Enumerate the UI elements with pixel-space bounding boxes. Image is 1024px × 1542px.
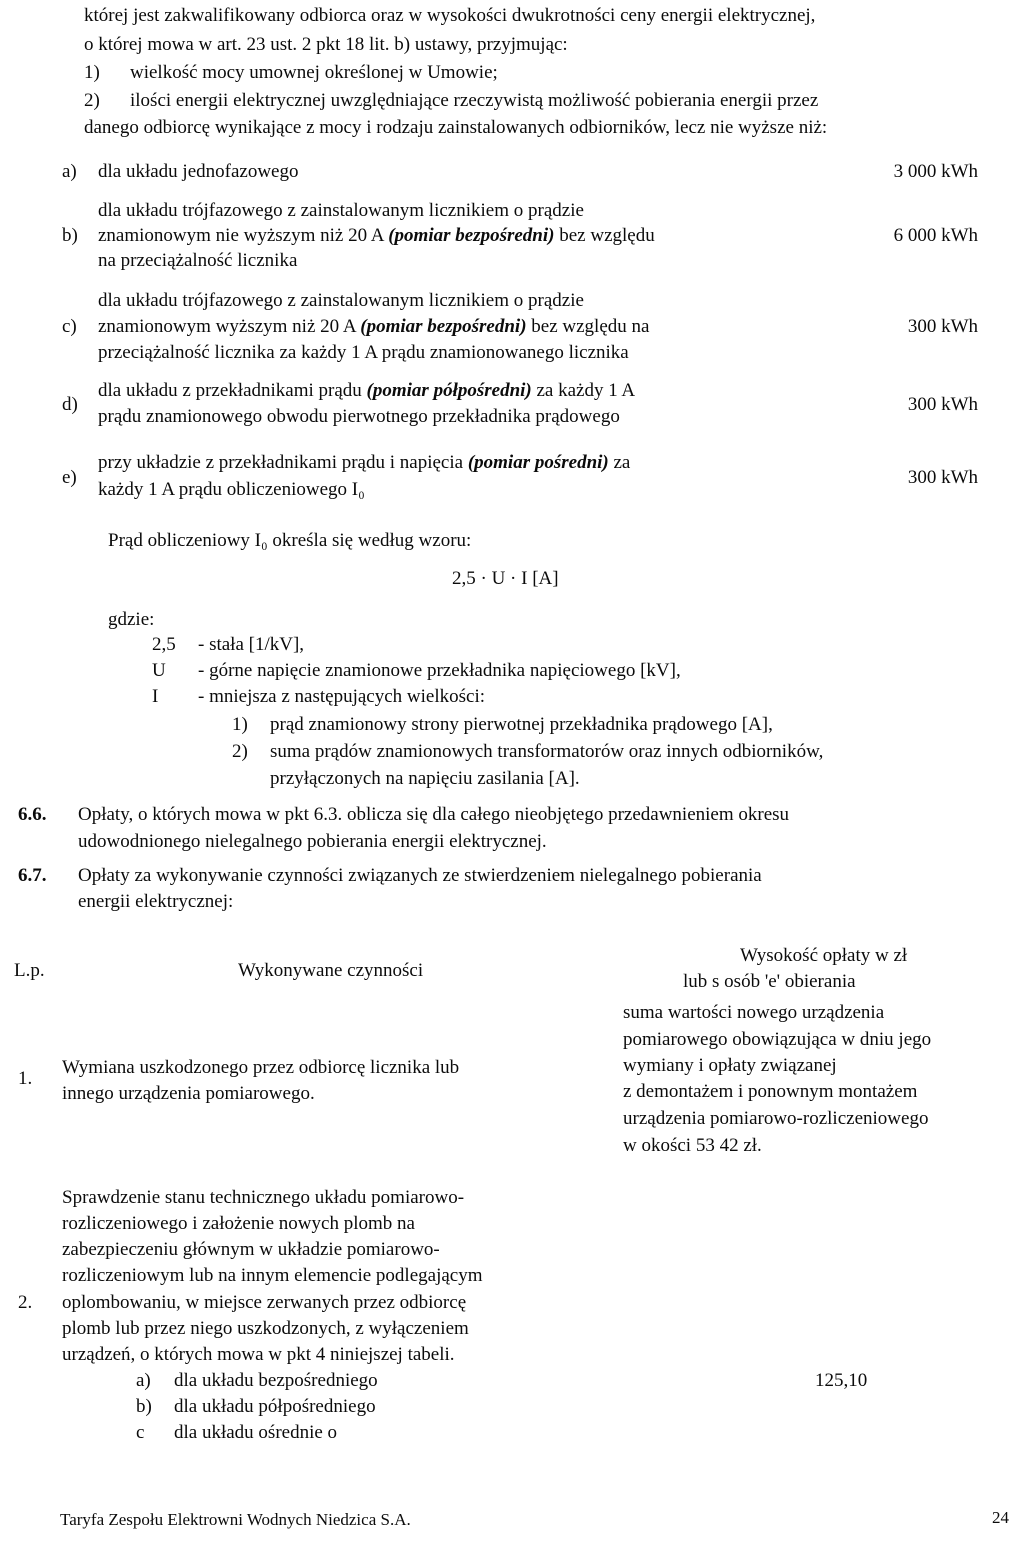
footer-title: Taryfa Zespołu Elektrowni Wodnych Niedzica S.A.	[60, 1510, 411, 1529]
section-line-2: energii elektrycznej:	[78, 891, 234, 912]
formula-where: gdzie:	[108, 609, 155, 630]
intro-item-2-line-2: danego odbiorcę wynikające z mocy i rodzaju zainstalowanych odbiorników, lecz nie wyższe niż:	[84, 117, 828, 138]
limit-b-letter: b)	[62, 225, 78, 246]
limit-b-line-1: dla układu trójfazowego z zainstalowanym licznikiem o prądzie	[98, 200, 584, 221]
limit-e-line-1: przy układzie z przekładnikami prądu i napięcia (pomiar pośredni) za	[98, 452, 631, 473]
table-row-2-sub-fee: 125,10	[815, 1370, 868, 1391]
table-row-1-action-line-1: Wymiana uszkodzonego przez odbiorcę licznika lub	[62, 1057, 460, 1078]
table-row-1-fee-line: suma wartości nowego urządzenia	[623, 1002, 885, 1023]
table-row-2-lp: 2.	[18, 1292, 33, 1313]
limit-a-text: dla układu jednofazowego	[98, 161, 299, 182]
table-row-2-action-line: oplombowaniu, w miejsce zerwanych przez odbiorcę	[62, 1292, 467, 1313]
table-row-2-sub-letter: c	[136, 1422, 145, 1443]
intro-line-1: której jest zakwalifikowany odbiorca oraz w wysokości dwukrotności ceny energii elektrycznej,	[84, 5, 816, 26]
page-number: 24	[992, 1508, 1009, 1527]
limit-e-value: 300 kWh	[907, 467, 978, 488]
formula-sub-2-line-1: suma prądów znamionowych transformatorów oraz innych odbiorników,	[270, 741, 824, 762]
limit-b-line-2: znamionowym nie wyższym niż 20 A (pomiar bezpośredni) bez względu	[98, 225, 655, 246]
formula-def-symbol: U	[152, 660, 166, 681]
formula-def-symbol: I	[152, 686, 159, 707]
section-line-1: Opłaty, o których mowa w pkt 6.3. oblicza się dla całego nieobjętego przedawnieniem okresu	[78, 804, 790, 825]
table-row-2-sub-text: dla układu ośrednie o	[174, 1422, 338, 1443]
intro-line-2: o której mowa w art. 23 ust. 2 pkt 18 lit. b) ustawy, przyjmując:	[84, 34, 568, 55]
table-row-1-lp: 1.	[18, 1068, 33, 1089]
formula-sub-1-text: prąd znamionowy strony pierwotnej przekładnika prądowego [A],	[270, 714, 773, 735]
limit-d-line-1: dla układu z przekładnikami prądu (pomiar półpośredni) za każdy 1 A	[98, 380, 636, 401]
formula-sub-2-num: 2)	[232, 741, 248, 762]
table-row-2-action-line: urządzeń, o których mowa w pkt 4 niniejszej tabeli.	[62, 1344, 455, 1365]
limit-a-letter: a)	[62, 161, 77, 182]
formula-def-desc: - stała [1/kV],	[198, 634, 305, 655]
intro-item-1-num: 1)	[84, 62, 100, 83]
limit-e-line-2: każdy 1 A prądu obliczeniowego I₀	[98, 479, 365, 500]
limit-d-value: 300 kWh	[907, 394, 978, 415]
section-number: 6.6.	[18, 804, 47, 825]
table-row-2-sub-letter: a)	[136, 1370, 151, 1391]
formula-sub-2-line-2: przyłączonych na napięciu zasilania [A].	[270, 768, 580, 789]
table-row-1-fee-line: urządzenia pomiarowo-rozliczeniowego	[623, 1108, 929, 1129]
limit-c-letter: c)	[62, 316, 77, 337]
limit-e-letter: e)	[62, 467, 77, 488]
table-row-2-action-line: rozliczeniowego i założenie nowych plomb na	[62, 1213, 415, 1234]
table-row-1-fee-line: z demontażem i ponownym montażem	[623, 1081, 918, 1102]
intro-item-2-num: 2)	[84, 90, 100, 111]
limit-c-line-1: dla układu trójfazowego z zainstalowanym licznikiem o prądzie	[98, 290, 584, 311]
formula-def-symbol: 2,5	[152, 634, 176, 655]
table-header-fee-line-1: Wysokość opłaty w zł	[740, 945, 908, 966]
table-row-2-action-line: rozliczeniowym lub na innym elemencie podlegającym	[62, 1265, 483, 1286]
table-header-lp: L.p.	[14, 960, 45, 981]
limit-a-value: 3 000 kWh	[893, 161, 978, 182]
limit-c-value: 300 kWh	[907, 316, 978, 337]
table-row-2-action-line: Sprawdzenie stanu technicznego układu pomiarowo-	[62, 1187, 465, 1208]
formula-expression: 2,5 · U · I [A]	[452, 568, 559, 589]
intro-item-1-text: wielkość mocy umownej określonej w Umowie;	[130, 62, 498, 83]
table-row-1-fee-line: pomiarowego obowiązująca w dniu jego	[623, 1029, 932, 1050]
table-row-2-sub-text: dla układu bezpośredniego	[174, 1370, 378, 1391]
limit-d-letter: d)	[62, 394, 78, 415]
limit-b-line-3: na przeciążalność licznika	[98, 250, 298, 271]
section-number: 6.7.	[18, 865, 47, 886]
formula-def-desc: - mniejsza z następujących wielkości:	[198, 686, 486, 707]
table-row-1-fee-line: wymiany i opłaty związanej	[623, 1055, 837, 1076]
formula-sub-1-num: 1)	[232, 714, 248, 735]
intro-item-2-line-1: ilości energii elektrycznej uwzględniające rzeczywistą możliwość pobierania energii przez	[130, 90, 819, 111]
limit-c-line-2: znamionowym wyższym niż 20 A (pomiar bezpośredni) bez względu na	[98, 316, 650, 337]
table-row-2-sub-text: dla układu półpośredniego	[174, 1396, 376, 1417]
formula-intro: Prąd obliczeniowy I₀ określa się według wzoru:	[108, 530, 472, 551]
section-line-2: udowodnionego nielegalnego pobierania energii elektrycznej.	[78, 831, 547, 852]
table-row-2-sub-letter: b)	[136, 1396, 152, 1417]
table-row-2-action-line: plomb lub przez niego uszkodzonych, z wyłączeniem	[62, 1318, 469, 1339]
limit-b-value: 6 000 kWh	[893, 225, 978, 246]
table-header-fee-line-2: lub s osób 'e' obierania	[683, 971, 856, 992]
table-header-action: Wykonywane czynności	[238, 960, 424, 981]
table-row-2-action-line: zabezpieczeniu głównym w układzie pomiarowo-	[62, 1239, 440, 1260]
table-row-1-action-line-2: innego urządzenia pomiarowego.	[62, 1083, 315, 1104]
limit-c-line-3: przeciążalność licznika za każdy 1 A prądu znamionowanego licznika	[98, 342, 629, 363]
table-row-1-fee-line: w okości 53 42 zł.	[623, 1135, 762, 1156]
limit-d-line-2: prądu znamionowego obwodu pierwotnego przekładnika prądowego	[98, 406, 620, 427]
section-line-1: Opłaty za wykonywanie czynności związanych ze stwierdzeniem nielegalnego pobierania	[78, 865, 762, 886]
formula-def-desc: - górne napięcie znamionowe przekładnika napięciowego [kV],	[198, 660, 681, 681]
